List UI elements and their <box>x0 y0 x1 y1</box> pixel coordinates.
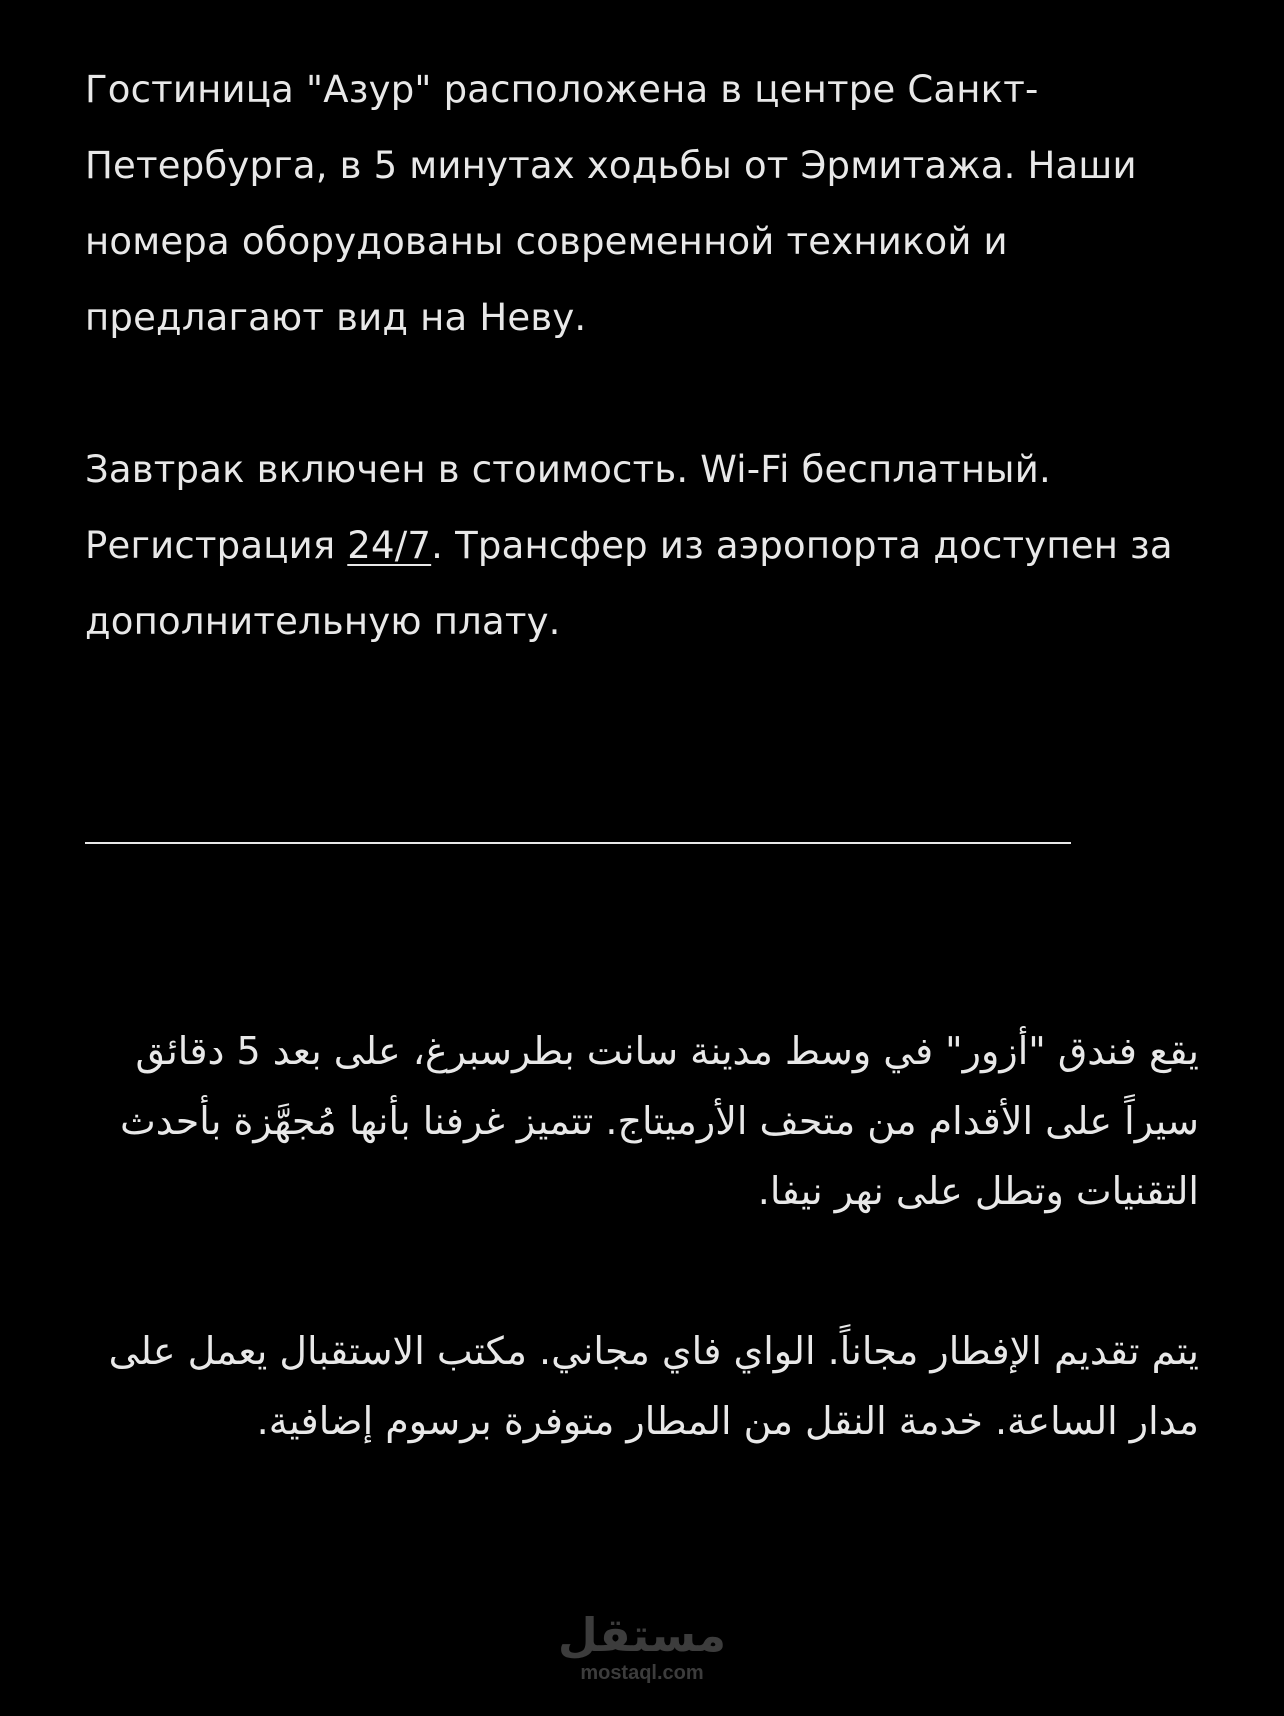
watermark-domain: mostaql.com <box>580 1662 704 1684</box>
arabic-description <box>85 1016 1199 1456</box>
russian-paragraph-amenities <box>85 432 1195 660</box>
arabic-paragraph-location: يقع فندق "أزور" في وسط مدينة سانت بطرسبرغ، على بعد 5 دقائق سيراً على الأقدام من متحف الأرميتاج. تتميز غرفنا بأنها مُجهَّزة بأحدث التقنيات وتطل على نهر نيفا. <box>120 1029 1199 1213</box>
russian-amenities-text-end: . Трансфер из аэропорта доступен за дополнительную плату. <box>85 524 1173 643</box>
russian-paragraph-location: Гостиница "Азур" расположена в центре Санкт-Петербурга, в 5 минутах ходьбы от Эрмитажа. Наши номера оборудованы современной техникой и предлагают вид на Неву. <box>85 68 1137 339</box>
mostaql-watermark <box>0 1610 1284 1686</box>
russian-amenities-text-start: Завтрак включен в стоимость. Wi-Fi бесплатный. Регистрация <box>85 448 1051 567</box>
section-divider <box>85 842 1071 844</box>
russian-description <box>85 52 1195 660</box>
hours-link[interactable]: 24/7 <box>347 524 432 567</box>
mostaql-logo: مستقل <box>557 1608 727 1662</box>
arabic-paragraph-amenities: يتم تقديم الإفطار مجاناً. الواي فاي مجاني. مكتب الاستقبال يعمل على مدار الساعة. خدمة النقل من المطار متوفرة برسوم إضافية. <box>108 1329 1199 1443</box>
